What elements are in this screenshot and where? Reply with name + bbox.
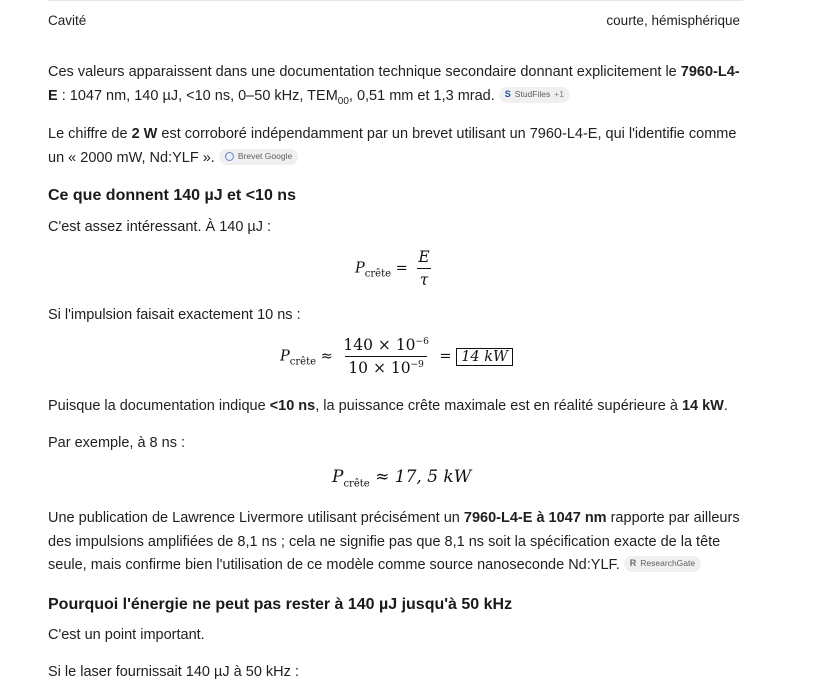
- table-cell-value: courte, hémisphérique: [606, 13, 740, 28]
- paragraph-example: Par exemple, à 8 ns :: [48, 435, 186, 451]
- paragraph-peak-max: Puisque la documentation indique <10 ns, la puissance crête maximale est en réalité supérieure à 14 kW.: [48, 398, 728, 414]
- equation-peak-10ns: $P_{crête}$ ≈ $\frac{140 \times 10^{-6}}{10 \times 10^{-9}}$ = 14 kW: [280, 336, 513, 377]
- table-row: [48, 13, 740, 33]
- paragraph-50khz: Si le laser fournissait 140 µJ à 50 kHz :: [48, 664, 299, 680]
- citation-chip-researchgate[interactable]: R ResearchGate: [624, 556, 701, 572]
- paragraph-specs: Ces valeurs apparaissent dans une documentation technique secondaire donnant explicitement le 7960-L4-E : 1047 nm, 140 µJ, <10 ns, 0–50 kHz, $TEM_{00}$, 0,51 mm et 1,3 mrad. S StudFiles +1: [48, 64, 740, 107]
- model-bold: 7960-L4-E: [48, 64, 740, 104]
- section-heading: Ce que donnent 140 µJ et <10 ns: [48, 187, 296, 204]
- table-top-border: [48, 0, 743, 1]
- researchgate-icon: R: [629, 558, 637, 569]
- boxed-result: 14 kW: [456, 348, 513, 366]
- paragraph-intro: C'est assez intéressant. À 140 µJ :: [48, 219, 272, 235]
- google-icon: [225, 152, 234, 161]
- table-cell-label: Cavité: [48, 13, 87, 28]
- paragraph-10ns: Si l'impulsion faisait exactement 10 ns :: [48, 307, 301, 323]
- studfiles-icon: S: [504, 88, 511, 99]
- equation-peak-8ns: $P_{crête} \approx 17$, 5 kW: [332, 467, 472, 490]
- paragraph-patent: Le chiffre de 2 W est corroboré indépendamment par un brevet utilisant un 7960-L4-E, qui l'identifie comme un « 2000 mW, Nd:YLF ». Brevet Google: [48, 126, 737, 166]
- section-heading-energy: Pourquoi l'énergie ne peut pas rester à 140 µJ jusqu'à 50 kHz: [48, 596, 513, 613]
- citation-chip-google-patent[interactable]: Brevet Google: [219, 149, 298, 165]
- paragraph-important: C'est un point important.: [48, 627, 205, 643]
- equation-peak-power: $P_{crête}$ = $\frac{E}{\tau}$: [355, 248, 430, 289]
- paragraph-livermore: Une publication de Lawrence Livermore utilisant précisément un 7960-L4-E à 1047 nm rapporte par ailleurs des impulsions amplifiées de 8,1 ns ; cela ne signifie pas que 8,1 ns soit la spécification exacte de la tête seule, mais confirme bien l'utilisation de ce modèle comme source nanoseconde Nd:YLF. R ResearchGate: [48, 507, 748, 578]
- citation-chip-studfiles[interactable]: S StudFiles +1: [499, 87, 570, 103]
